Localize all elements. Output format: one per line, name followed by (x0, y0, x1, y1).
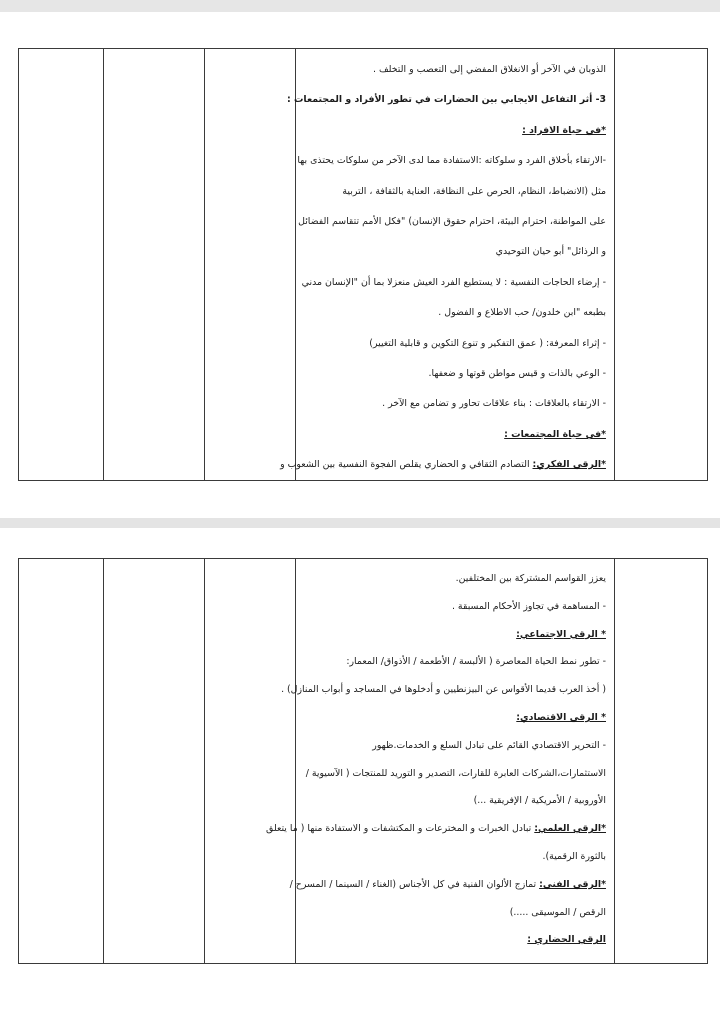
text-line (280, 450, 606, 480)
line-text: تمازج الألوان الفنية في كل الأجناس (الغناء / السينما / المسرح / (289, 878, 540, 890)
text-line (302, 177, 606, 207)
line-text: مثل (الانضباط، النظام، الحرص على النظافة، العناية بالثقافة ، التربية (342, 185, 606, 197)
line-text: الذوبان في الآخر أو الانغلاق المفضي إلى التعصب و التخلف . (372, 64, 606, 75)
empty-column (104, 559, 205, 964)
text-line (287, 85, 606, 115)
text-line (302, 899, 606, 927)
empty-column (19, 559, 104, 964)
text-line (302, 359, 606, 389)
line-text: - المساهمة في تجاوز الأحكام المسبقة . (451, 600, 606, 612)
line-text: -الارتقاء بأخلاق الفرد و سلوكاته :الاستفادة مما لدى الآخر من سلوكات يحتذى بها (297, 155, 606, 167)
text-line (298, 207, 606, 237)
text-line (297, 146, 606, 176)
section-heading: *في حياة المجتمعات : (504, 428, 606, 440)
subheading: *الرقي العلمي: (534, 823, 606, 835)
line-text: - الوعي بالذات و قيس مواطن قوتها و ضعفها. (428, 367, 606, 379)
line-text: - التحرير الاقتصادي القائم على تبادل السلع و الخدمات.ظهور (372, 739, 606, 751)
text-line (302, 237, 606, 267)
text-line (302, 116, 606, 146)
text-line (302, 787, 606, 815)
line-text: الاستثمارات،الشركات العابرة للقارات، التصدير و التوريد للمنتجات ( الآسيوية / (305, 767, 606, 779)
text-line (302, 926, 606, 954)
line-text: يعزز القواسم المشتركة بين المختلفين. (455, 573, 606, 584)
text-line (302, 621, 606, 649)
text-line (302, 55, 606, 85)
document-page-2 (0, 528, 720, 1026)
line-text: 3- أثر التفاعل الايجابي بين الحضارات في تطور الأفراد و المجتمعات : (287, 94, 606, 106)
text-line (302, 565, 606, 593)
subheading: *الرقي الفكري: (532, 459, 606, 471)
line-text: - تطور نمط الحياة المعاصرة ( الألبسة / الأطعمة / الأذواق/ المعمار: (346, 656, 606, 668)
document-page-1 (0, 12, 720, 518)
text-line (302, 648, 606, 676)
text-line (302, 704, 606, 732)
section-heading: * الرقي الاقتصادي: (516, 711, 606, 723)
line-text: الرقص / الموسيقى .....) (509, 906, 606, 918)
lesson-table-1 (18, 48, 708, 481)
empty-column (104, 49, 205, 481)
content-cell (280, 49, 615, 481)
text-line (281, 676, 606, 704)
empty-column (615, 559, 708, 964)
lesson-table-2 (18, 558, 708, 964)
text-line (302, 298, 606, 328)
text-line (302, 732, 606, 760)
empty-column (205, 49, 296, 481)
text-line (302, 760, 606, 788)
content-text (280, 49, 614, 480)
section-heading: الرقي الحضاري : (527, 934, 606, 946)
text-line (302, 420, 606, 450)
content-cell (266, 559, 615, 964)
line-text: - إثراء المعرفة: ( عمق التفكير و تنوع التكوين و قابلية التغيير) (369, 337, 606, 349)
section-heading: * الرقي الاجتماعي: (516, 628, 606, 640)
subheading: *الرقي الفني: (539, 878, 606, 890)
text-line (302, 593, 606, 621)
line-text: بالثورة الرقمية). (542, 850, 606, 862)
text-line (302, 329, 606, 359)
page-separator (0, 518, 720, 528)
text-line (302, 389, 606, 419)
line-text: على المواطنة، احترام البيئة، احترام حقوق الإنسان) "فكل الأمم تتقاسم الفضائل (298, 215, 606, 227)
section-heading: *في حياة الافراد : (522, 124, 606, 136)
empty-column (615, 49, 708, 481)
content-text (266, 559, 614, 954)
line-text: - الارتقاء بالعلاقات : بناء علاقات تحاور و تضامن مع الآخر . (382, 398, 606, 410)
line-text: تبادل الخبرات و المخترعات و المكتشفات و الاستفادة منها ( ما يتعلق (266, 823, 535, 835)
text-line (302, 268, 606, 298)
line-text: ( أخذ العرب قديما الأقواس عن البيزنطيين و أدخلوها في المساجد و أبواب المنازل) . (281, 684, 606, 696)
line-text: - إرضاء الحاجات النفسية : لا يستطيع الفرد العيش منعزلا بما أن "الإنسان مدني (301, 276, 606, 288)
line-text: بطبعه "ابن خلدون/ حب الاطلاع و الفضول . (438, 307, 606, 319)
line-text: التصادم الثقافي و الحضاري يقلص الفجوة النفسية بين الشعوب و (280, 459, 533, 471)
line-text: الأوروبية / الأمريكية / الإفريقية ...) (473, 795, 606, 807)
text-line (289, 871, 606, 899)
empty-column (19, 49, 104, 481)
text-line (266, 815, 606, 843)
line-text: و الرذائل" أبو حيان التوحيدي (495, 246, 606, 258)
text-line (302, 843, 606, 871)
empty-column (205, 559, 296, 964)
